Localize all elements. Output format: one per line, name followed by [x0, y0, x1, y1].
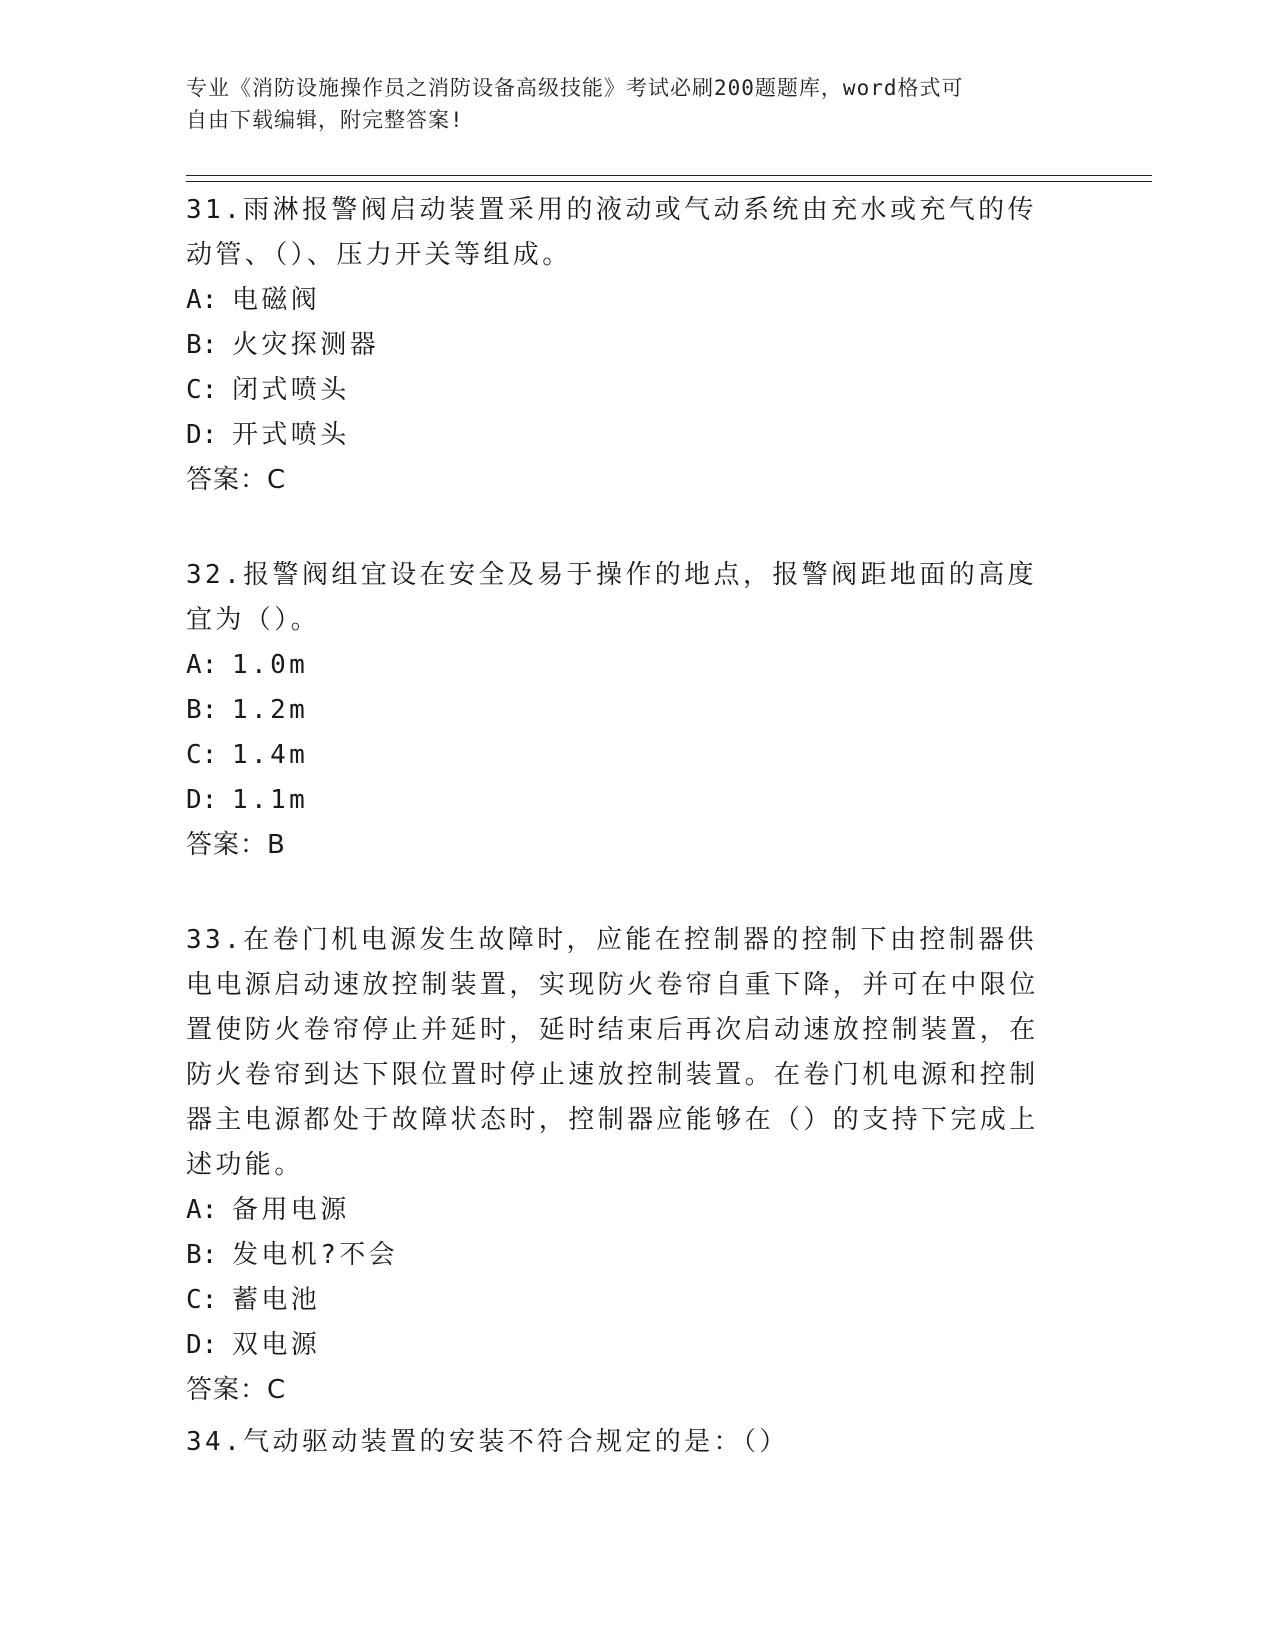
answer-line: 答案：C [186, 465, 287, 495]
answer-line: 答案：B [186, 830, 286, 860]
option-text: 火灾探测器 [232, 330, 380, 360]
option-text: 备用电源 [232, 1195, 350, 1225]
option-a [186, 1188, 1066, 1233]
option-b [186, 1233, 1066, 1278]
option-text: 1.1m [232, 785, 309, 815]
option-text: 1.4m [232, 740, 309, 770]
question-text: 34.气动驱动装置的安装不符合规定的是：（） [186, 1427, 789, 1457]
option-letter: C: [186, 740, 218, 770]
option-letter: B: [186, 330, 218, 360]
option-letter: B: [186, 1240, 218, 1270]
option-letter: B: [186, 695, 218, 725]
option-text: 电磁阀 [232, 285, 321, 315]
option-d [186, 1323, 1066, 1368]
option-letter: D: [186, 420, 218, 450]
option-c [186, 368, 1066, 413]
question-32 [186, 553, 1066, 868]
option-text: 发电机?不会 [232, 1240, 399, 1270]
option-text: 闭式喷头 [232, 375, 350, 405]
question-text: 31.雨淋报警阀启动装置采用的液动或气动系统由充水或充气的传动管、（）、压力开关等组成。 [186, 195, 1037, 270]
option-a [186, 643, 1066, 688]
question-34 [186, 1420, 1066, 1465]
option-letter: C: [186, 1285, 218, 1315]
option-text: 1.0m [232, 650, 309, 680]
option-b [186, 688, 1066, 733]
header-divider-top [186, 175, 1152, 176]
option-letter: A: [186, 285, 218, 315]
option-d [186, 413, 1066, 458]
option-text: 1.2m [232, 695, 309, 725]
question-33 [186, 918, 1066, 1413]
option-text: 双电源 [232, 1330, 321, 1360]
option-letter: D: [186, 1330, 218, 1360]
question-text: 33.在卷门机电源发生故障时，应能在控制器的控制下由控制器供电电源启动速放控制装置，实现防火卷帘自重下降，并可在中限位置使防火卷帘停止并延时，延时结束后再次启动速放控制装置，在防火卷帘到达下限位置时停止速放控制装置。在卷门机电源和控制器主电源都处于故障状态时，控制器应能够在（）的支持下完成上述功能。 [186, 925, 1039, 1180]
option-text: 蓄电池 [232, 1285, 321, 1315]
header-line-1: 专业《消防设施操作员之消防设备高级技能》考试必刷200题题库，word格式可 [186, 76, 964, 100]
question-31 [186, 188, 1066, 503]
option-letter: D: [186, 785, 218, 815]
option-b [186, 323, 1066, 368]
option-c [186, 1278, 1066, 1323]
document-header [186, 72, 1066, 136]
option-c [186, 733, 1066, 778]
option-letter: C: [186, 375, 218, 405]
answer-line: 答案：C [186, 1375, 287, 1405]
option-a [186, 278, 1066, 323]
option-letter: A: [186, 1195, 218, 1225]
header-divider-bottom [186, 181, 1152, 182]
question-text: 32.报警阀组宜设在安全及易于操作的地点，报警阀距地面的高度宜为（）。 [186, 560, 1037, 635]
header-line-2: 自由下载编辑，附完整答案! [186, 108, 464, 132]
option-d [186, 778, 1066, 823]
option-letter: A: [186, 650, 218, 680]
option-text: 开式喷头 [232, 420, 350, 450]
